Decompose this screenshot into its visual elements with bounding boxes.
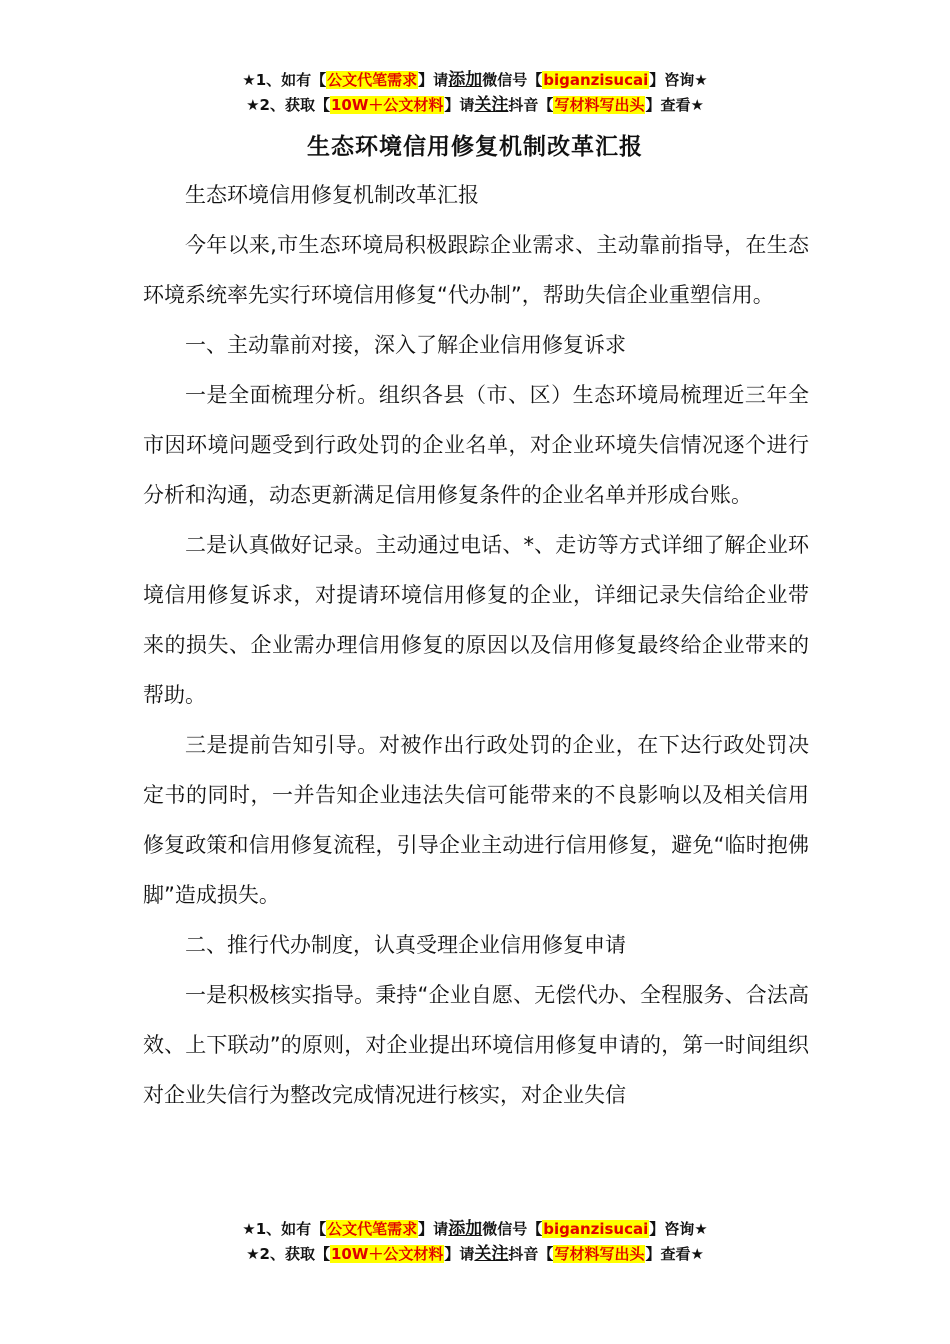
banner-highlight: biganzisucai xyxy=(543,1220,649,1238)
paragraph: 三是提前告知引导。对被作出行政处罚的企业，在下达行政处罚决定书的同时，一并告知企业违法失信可能带来的不良影响以及相关信用修复政策和信用修复流程，引导企业主动进行信用修复，避免“临时抱佛脚”造成损失。 xyxy=(143,733,809,907)
banner-line-1 xyxy=(0,68,950,93)
banner-highlight: 写材料写出头 xyxy=(554,96,645,114)
banner-underline: 添加 xyxy=(448,1219,483,1239)
banner-text: 】咨询★ xyxy=(649,71,708,89)
paragraph: 生态环境信用修复机制改革汇报 xyxy=(185,183,479,207)
banner-highlight: 10W＋公文材料 xyxy=(330,1245,444,1263)
header-banner xyxy=(0,68,950,118)
paragraph: 一是全面梳理分析。组织各县（市、区）生态环境局梳理近三年全市因环境问题受到行政处罚的企业名单，对企业环境失信情况逐个进行分析和沟通，动态更新满足信用修复条件的企业名单并形成台账。 xyxy=(143,383,809,507)
banner-text: 】请 xyxy=(444,1245,475,1263)
banner-text: ★1、如有【 xyxy=(242,71,327,89)
banner-text: 】查看★ xyxy=(645,96,704,114)
paragraph: 今年以来,市生态环境局积极跟踪企业需求、主动靠前指导，在生态环境系统率先实行环境信用修复“代办制”，帮助失信企业重塑信用。 xyxy=(143,233,809,307)
banner-underline: 添加 xyxy=(448,70,483,90)
document-body xyxy=(143,170,809,1120)
banner-highlight: biganzisucai xyxy=(543,71,649,89)
banner-text: 微信号【 xyxy=(482,1220,543,1238)
banner-line-1 xyxy=(0,1217,950,1242)
banner-text: 抖音【 xyxy=(508,1245,554,1263)
section-heading: 二、推行代办制度，认真受理企业信用修复申请 xyxy=(185,933,626,957)
banner-highlight: 写材料写出头 xyxy=(554,1245,645,1263)
footer-banner xyxy=(0,1217,950,1267)
paragraph: 一是积极核实指导。秉持“企业自愿、无偿代办、全程服务、合法高效、上下联动”的原则，对企业提出环境信用修复申请的，第一时间组织对企业失信行为整改完成情况进行核实，对企业失信 xyxy=(143,983,809,1107)
banner-text: 抖音【 xyxy=(508,96,554,114)
paragraph: 二是认真做好记录。主动通过电话、*、走访等方式详细了解企业环境信用修复诉求，对提请环境信用修复的企业，详细记录失信给企业带来的损失、企业需办理信用修复的原因以及信用修复最终给企业带来的帮助。 xyxy=(143,533,809,707)
banner-text: 】请 xyxy=(418,71,449,89)
banner-line-2 xyxy=(0,1242,950,1267)
banner-underline: 关注 xyxy=(474,95,509,115)
banner-text: ★2、获取【 xyxy=(246,96,330,114)
banner-highlight: 公文代笔需求 xyxy=(327,71,418,89)
banner-text: ★2、获取【 xyxy=(246,1245,330,1263)
banner-text: 微信号【 xyxy=(482,71,543,89)
banner-text: 】咨询★ xyxy=(649,1220,708,1238)
document-title: 生态环境信用修复机制改革汇报 xyxy=(307,134,643,160)
banner-text: ★1、如有【 xyxy=(242,1220,327,1238)
banner-highlight: 10W＋公文材料 xyxy=(330,96,444,114)
banner-line-2 xyxy=(0,93,950,118)
banner-highlight: 公文代笔需求 xyxy=(327,1220,418,1238)
banner-text: 】查看★ xyxy=(645,1245,704,1263)
section-heading: 一、主动靠前对接，深入了解企业信用修复诉求 xyxy=(185,333,626,357)
banner-underline: 关注 xyxy=(474,1244,509,1264)
banner-text: 】请 xyxy=(444,96,475,114)
banner-text: 】请 xyxy=(418,1220,449,1238)
